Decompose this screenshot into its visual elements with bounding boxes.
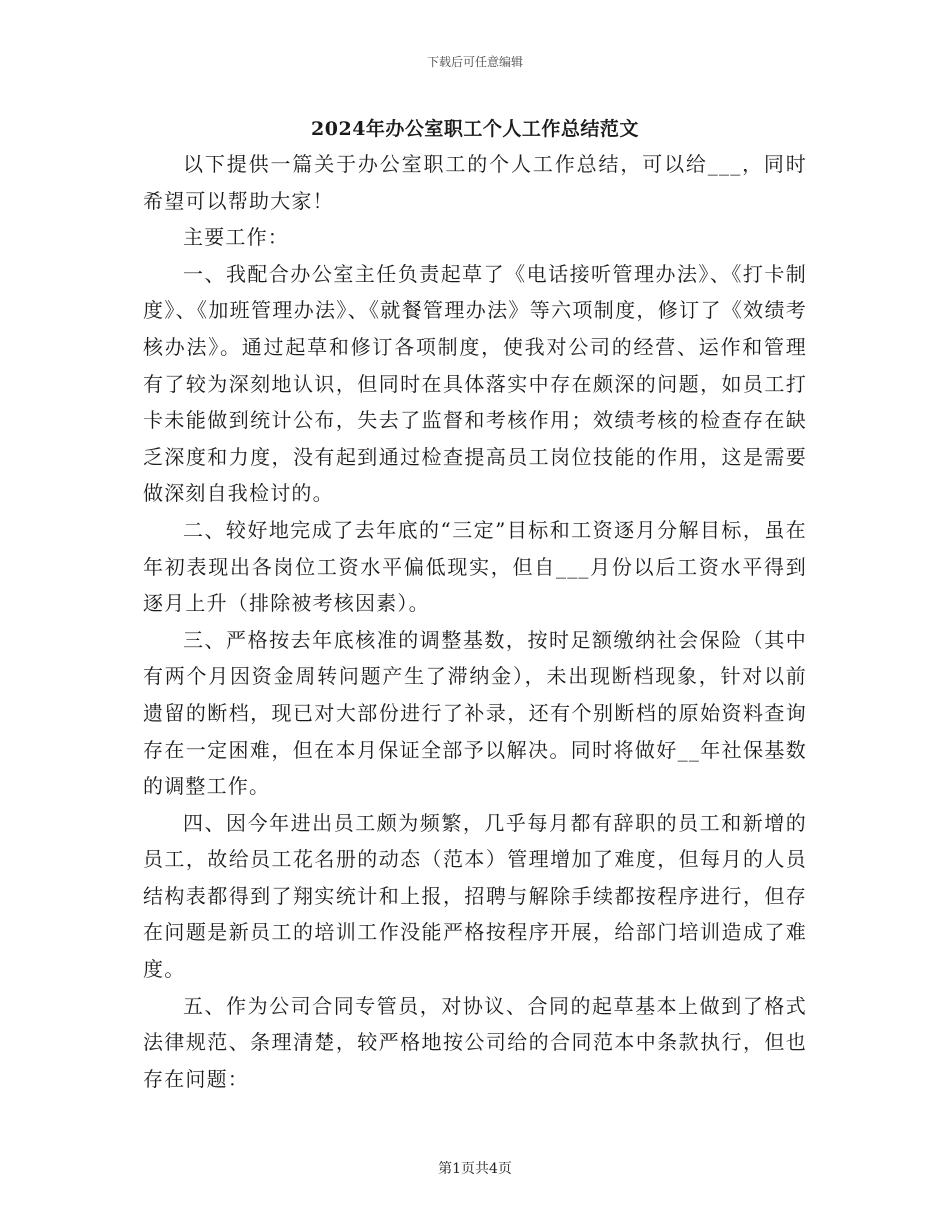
page-number: 第1页共4页 (438, 1161, 512, 1177)
paragraph-intro: 以下提供一篇关于办公室职工的个人工作总结，可以给___，同时希望可以帮助大家！ (143, 152, 807, 213)
document-body (143, 146, 807, 1097)
paragraph-item-1: 一、我配合办公室主任负责起草了《电话接听管理办法》、《打卡制度》、《加班管理办法》、《就餐管理办法》等六项制度，修订了《效绩考核办法》。通过起草和修订各项制度，使我对公司的经营、运作和管理有了较为深刻地认识，但同时在具体落实中存在颇深的问题，如员工打卡未能做到统计公布，失去了监督和考核作用；效绩考核的检查存在缺乏深度和力度，没有起到通过检查提高员工岗位技能的作用，这是需要做深刻自我检讨的。 (143, 261, 807, 506)
header-note: 下载后可任意编辑 (426, 55, 523, 69)
paragraph-item-4: 四、因今年进出员工颇为频繁，几乎每月都有辞职的员工和新增的员工，故给员工花名册的动态（范本）管理增加了难度，但每月的人员结构表都得到了翔实统计和上报，招聘与解除手续都按程序进行，但存在问题是新员工的培训工作没能严格按程序开展，给部门培训造成了难度。 (143, 810, 807, 982)
paragraph-item-5: 五、作为公司合同专管员，对协议、合同的起草基本上做到了格式法律规范、条理清楚，较严格地按公司给的合同范本中条款执行，但也存在问题： (143, 993, 807, 1091)
paragraph-item-3: 三、严格按去年底核准的调整基数，按时足额缴纳社会保险（其中有两个月因资金周转问题产生了滞纳金），未出现断档现象，针对以前遗留的断档，现已对大部份进行了补录，还有个别断档的原始资料查询存在一定困难，但在本月保证全部予以解决。同时将做好__年社保基数的调整工作。 (143, 627, 807, 799)
document-title: 2024年办公室职工个人工作总结范文 (311, 118, 639, 140)
paragraph-main-work-heading: 主要工作： (183, 225, 289, 250)
paragraph-item-2: 二、较好地完成了去年底的“三定”目标和工资逐月分解目标，虽在年初表现出各岗位工资水平偏低现实，但自___月份以后工资水平得到逐月上升（排除被考核因素）。 (143, 517, 807, 616)
